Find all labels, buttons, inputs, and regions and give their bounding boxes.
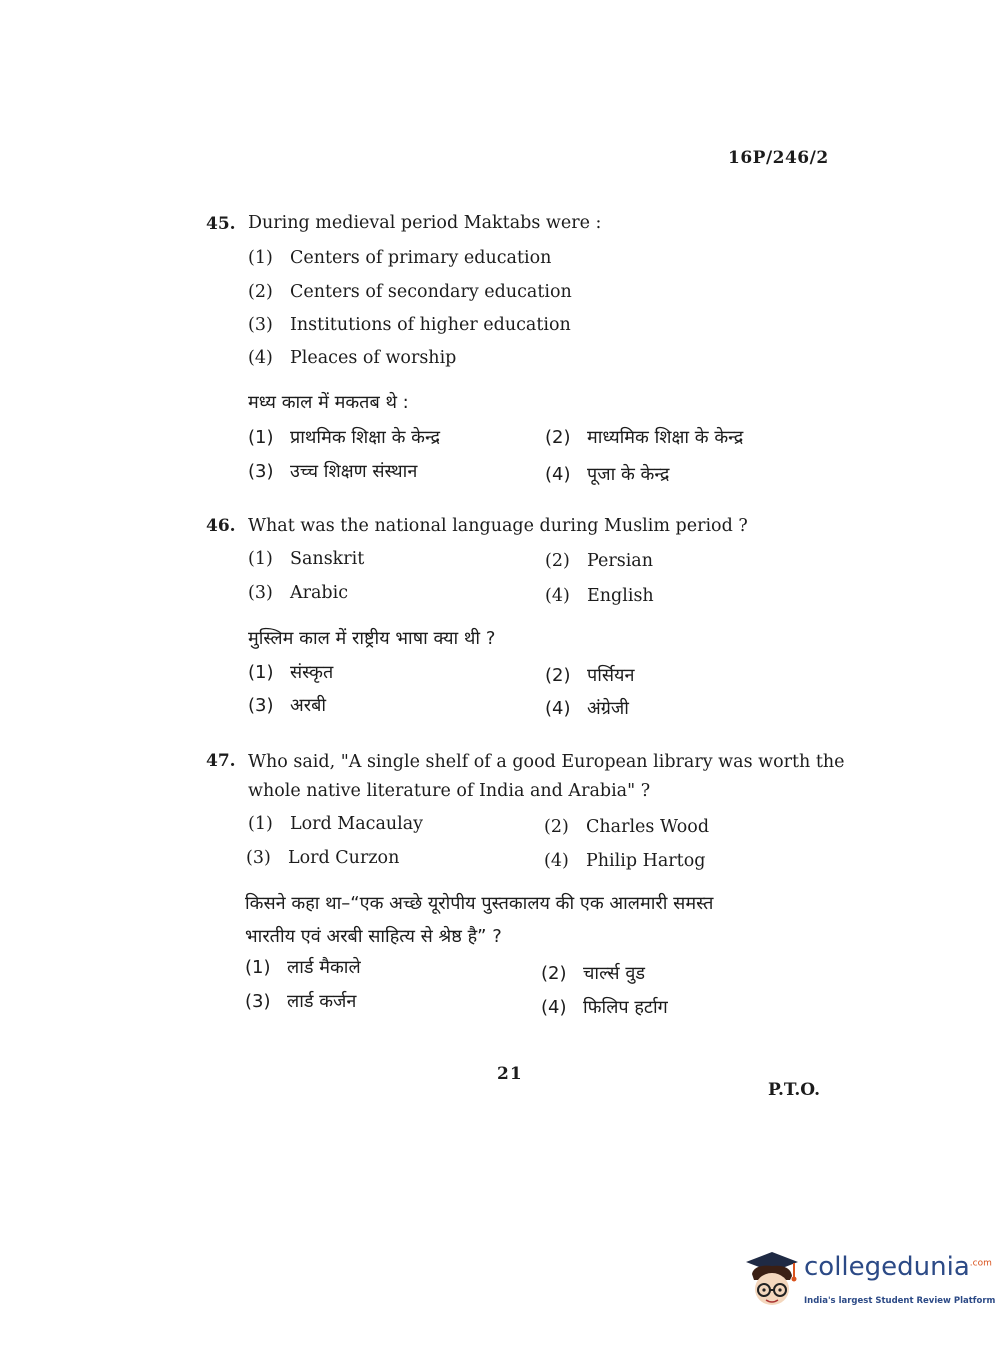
option xyxy=(246,848,399,868)
option-text: अरबी xyxy=(290,695,327,716)
question-number: 45. xyxy=(206,214,236,234)
option-text: Lord Curzon xyxy=(288,848,400,868)
option xyxy=(248,248,551,268)
option-number: (4) xyxy=(545,464,571,485)
hindi-option xyxy=(545,425,743,449)
option-text: Institutions of higher education xyxy=(290,315,571,335)
option-number: (4) xyxy=(541,997,567,1018)
hindi-option xyxy=(541,961,645,985)
hindi-option xyxy=(545,462,669,486)
option-text: लार्ड मैकाले xyxy=(287,957,361,978)
option-number: (2) xyxy=(545,427,571,448)
option-text: Pleaces of worship xyxy=(290,348,457,368)
option-number: (2) xyxy=(248,282,273,302)
option-text: पर्सियन xyxy=(587,665,635,686)
question-text-line: whole native literature of India and Arabia" ? xyxy=(248,781,651,801)
question-text: What was the national language during Muslim period ? xyxy=(248,516,748,536)
option-text: फिलिप हर्टाग xyxy=(583,997,668,1018)
option-number: (1) xyxy=(248,427,274,448)
option-number: (2) xyxy=(544,817,569,837)
question-number: 46. xyxy=(206,516,236,536)
brand-tagline: India's largest Student Review Platform xyxy=(804,1296,996,1306)
option-number: (2) xyxy=(545,551,570,571)
option-text: Philip Hartog xyxy=(586,851,706,871)
option-number: (3) xyxy=(248,461,274,482)
option-text: Persian xyxy=(587,551,653,571)
hindi-option xyxy=(248,459,417,483)
option-text: लार्ड कर्जन xyxy=(287,991,357,1012)
question-text-hindi-line: किसने कहा था–“एक अच्छे यूरोपीय पुस्तकालय की एक आलमारी समस्त xyxy=(245,893,714,914)
option xyxy=(248,814,423,834)
question-text-hindi: मुस्लिम काल में राष्ट्रीय भाषा क्या थी ? xyxy=(248,628,496,649)
option-number: (2) xyxy=(545,665,571,686)
question-text: During medieval period Maktabs were : xyxy=(248,213,602,233)
option xyxy=(544,851,705,871)
option-text: संस्कृत xyxy=(290,662,334,683)
mascot-icon xyxy=(742,1244,800,1314)
hindi-option xyxy=(248,693,326,717)
option-text: Charles Wood xyxy=(586,817,710,837)
pto-label: P.T.O. xyxy=(768,1080,820,1100)
page-number: 21 xyxy=(497,1064,523,1084)
hindi-option xyxy=(545,696,629,720)
option xyxy=(248,583,348,603)
option-text: चार्ल्स वुड xyxy=(583,963,645,984)
option xyxy=(248,549,364,569)
option-number: (3) xyxy=(245,991,271,1012)
option-text: पूजा के केन्द्र xyxy=(587,464,670,485)
option-text: Sanskrit xyxy=(290,549,365,569)
option-number: (1) xyxy=(248,662,274,683)
option-number: (4) xyxy=(545,698,571,719)
option-number: (4) xyxy=(544,851,569,871)
option-number: (4) xyxy=(248,348,273,368)
option-number: (1) xyxy=(248,814,273,834)
option xyxy=(248,282,572,302)
option-number: (1) xyxy=(248,248,273,268)
option xyxy=(248,348,456,368)
brand-name xyxy=(804,1252,992,1282)
question-text-line: Who said, "A single shelf of a good European library was worth the xyxy=(248,752,845,772)
option-text: माध्यमिक शिक्षा के केन्द्र xyxy=(587,427,744,448)
option-text: अंग्रेजी xyxy=(587,698,629,719)
option xyxy=(545,551,653,571)
question-number: 47. xyxy=(206,751,236,771)
option-number: (4) xyxy=(545,586,570,606)
question-text-hindi: मध्य काल में मकतब थे : xyxy=(248,392,409,413)
hindi-option xyxy=(541,995,668,1019)
option-number: (3) xyxy=(248,315,273,335)
option xyxy=(545,586,654,606)
option-number: (3) xyxy=(246,848,271,868)
option-number: (3) xyxy=(248,695,274,716)
hindi-option xyxy=(248,660,333,684)
hindi-option xyxy=(245,989,356,1013)
hindi-option xyxy=(245,955,361,979)
option xyxy=(544,817,709,837)
option-number: (1) xyxy=(245,957,271,978)
option-text: उच्च शिक्षण संस्थान xyxy=(290,461,418,482)
question-text-hindi-line: भारतीय एवं अरबी साहित्य से श्रेष्ठ है” ? xyxy=(245,926,502,947)
option-number: (1) xyxy=(248,549,273,569)
option-text: प्राथमिक शिक्षा के केन्द्र xyxy=(290,427,441,448)
paper-code: 16P/246/2 xyxy=(728,148,829,168)
hindi-option xyxy=(545,663,634,687)
option-text: English xyxy=(587,586,654,606)
option-text: Centers of secondary education xyxy=(290,282,572,302)
option-text: Lord Macaulay xyxy=(290,814,424,834)
option-text: Arabic xyxy=(290,583,349,603)
hindi-option xyxy=(248,425,440,449)
brand-suffix: .com xyxy=(969,1258,992,1269)
option-number: (3) xyxy=(248,583,273,603)
option-text: Centers of primary education xyxy=(290,248,552,268)
option xyxy=(248,315,571,335)
collegedunia-logo xyxy=(742,1244,996,1320)
brand-text: collegedunia xyxy=(804,1252,970,1282)
option-number: (2) xyxy=(541,963,567,984)
